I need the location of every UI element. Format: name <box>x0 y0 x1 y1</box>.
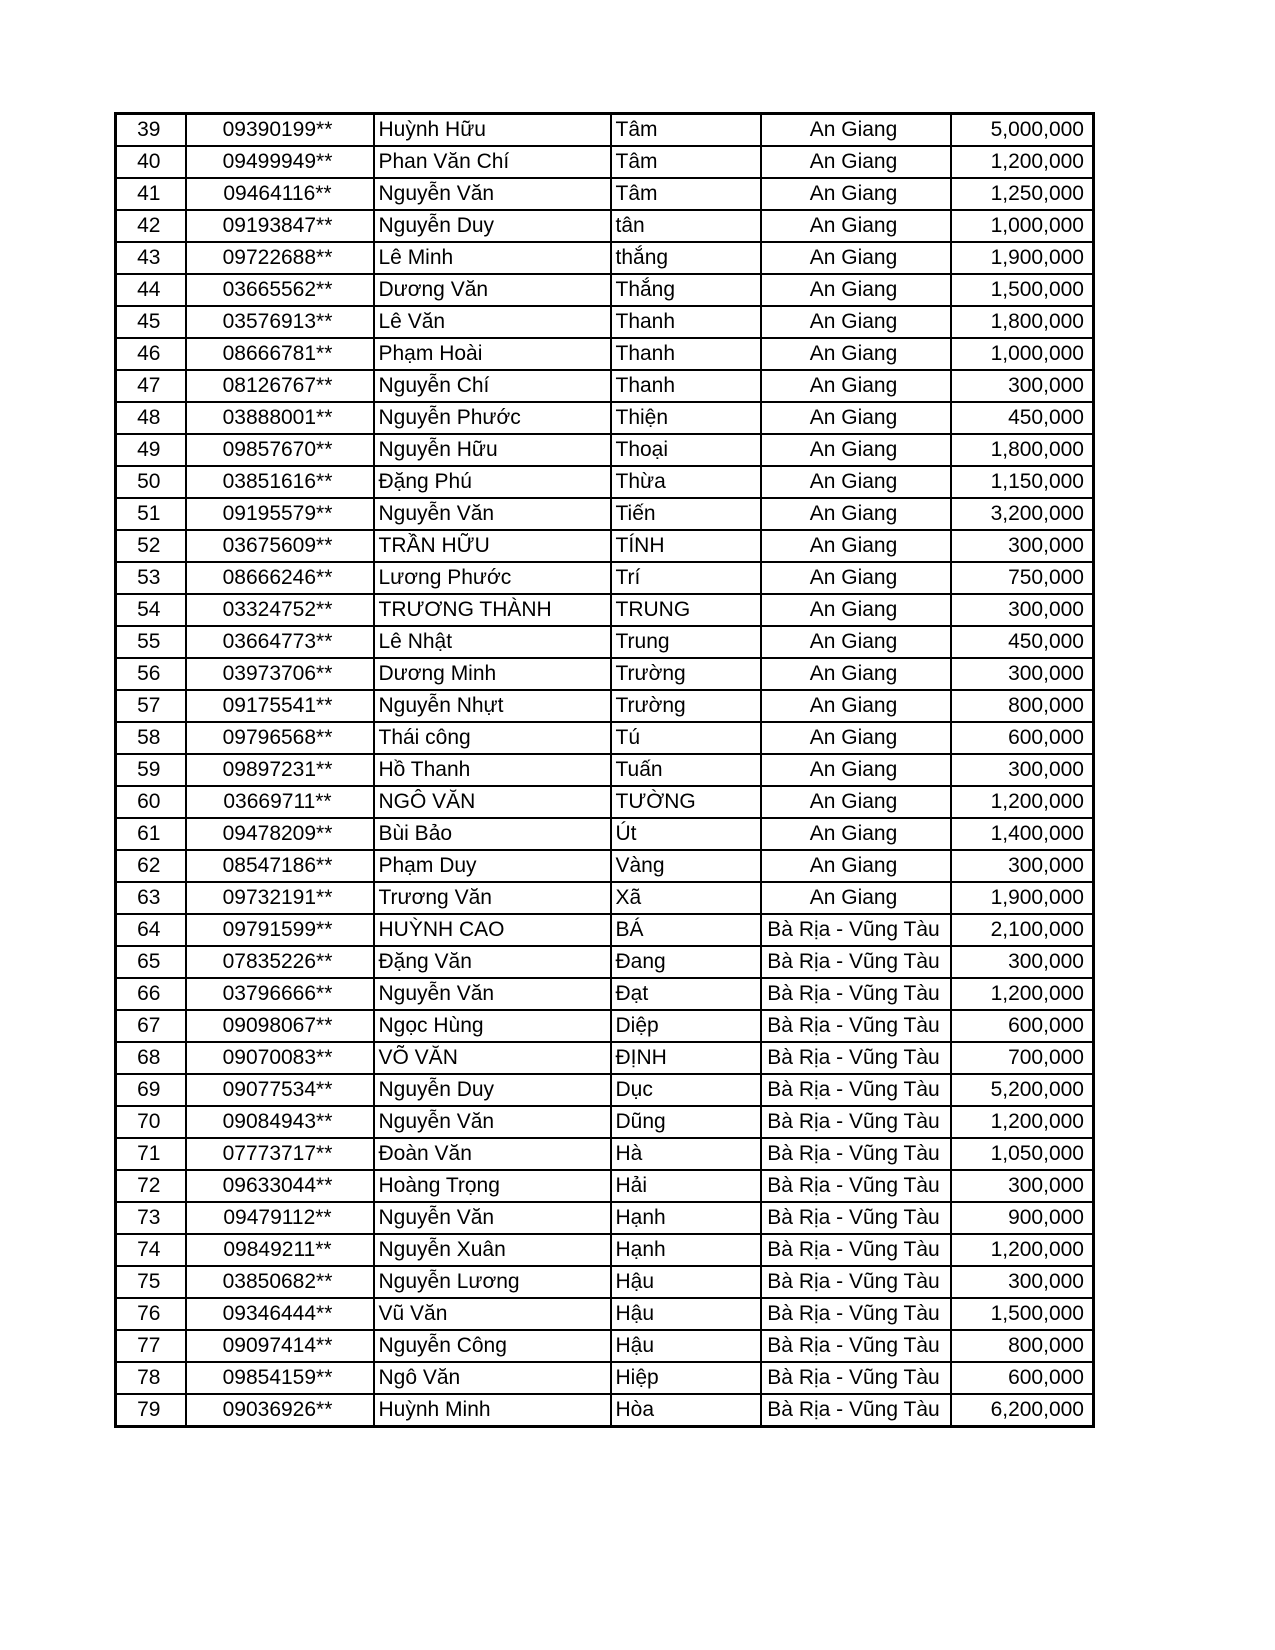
row-number-cell: 70 <box>116 1106 186 1138</box>
row-number-cell: 75 <box>116 1266 186 1298</box>
row-number-cell: 73 <box>116 1202 186 1234</box>
surname-cell: Phạm Duy <box>374 850 611 882</box>
table-row <box>116 914 1094 946</box>
row-number-cell: 47 <box>116 370 186 402</box>
amount-cell: 1,200,000 <box>951 1106 1094 1138</box>
surname-cell: Đặng Văn <box>374 946 611 978</box>
province-cell: Bà Rịa - Vũng Tàu <box>761 1234 951 1266</box>
table-row <box>116 562 1094 594</box>
row-number-cell: 57 <box>116 690 186 722</box>
given-name-cell: Hiệp <box>611 1362 761 1394</box>
phone-number-cell: 08666781** <box>186 338 374 370</box>
table-row <box>116 1266 1094 1298</box>
phone-number-cell: 09478209** <box>186 818 374 850</box>
table-row <box>116 946 1094 978</box>
surname-cell: Dương Văn <box>374 274 611 306</box>
amount-cell: 1,800,000 <box>951 434 1094 466</box>
row-number-cell: 69 <box>116 1074 186 1106</box>
surname-cell: Đặng Phú <box>374 466 611 498</box>
amount-cell: 1,250,000 <box>951 178 1094 210</box>
amount-cell: 750,000 <box>951 562 1094 594</box>
surname-cell: Lê Văn <box>374 306 611 338</box>
table-row <box>116 978 1094 1010</box>
phone-number-cell: 09070083** <box>186 1042 374 1074</box>
phone-number-cell: 03675609** <box>186 530 374 562</box>
surname-cell: TRẦN HỮU <box>374 530 611 562</box>
phone-number-cell: 09796568** <box>186 722 374 754</box>
phone-number-cell: 09499949** <box>186 146 374 178</box>
given-name-cell: Đạt <box>611 978 761 1010</box>
table-row <box>116 146 1094 178</box>
amount-cell: 600,000 <box>951 1362 1094 1394</box>
surname-cell: Nguyễn Duy <box>374 1074 611 1106</box>
row-number-cell: 67 <box>116 1010 186 1042</box>
given-name-cell: Dũng <box>611 1106 761 1138</box>
given-name-cell: TƯỜNG <box>611 786 761 818</box>
given-name-cell: Hải <box>611 1170 761 1202</box>
surname-cell: Nguyễn Văn <box>374 978 611 1010</box>
phone-number-cell: 09633044** <box>186 1170 374 1202</box>
surname-cell: VÕ VĂN <box>374 1042 611 1074</box>
phone-number-cell: 09193847** <box>186 210 374 242</box>
surname-cell: Lê Minh <box>374 242 611 274</box>
given-name-cell: Dục <box>611 1074 761 1106</box>
phone-number-cell: 09084943** <box>186 1106 374 1138</box>
surname-cell: Hoàng Trọng <box>374 1170 611 1202</box>
given-name-cell: Vàng <box>611 850 761 882</box>
row-number-cell: 72 <box>116 1170 186 1202</box>
province-cell: Bà Rịa - Vũng Tàu <box>761 1042 951 1074</box>
surname-cell: Huỳnh Minh <box>374 1394 611 1427</box>
given-name-cell: thắng <box>611 242 761 274</box>
province-cell: An Giang <box>761 530 951 562</box>
surname-cell: Trương Văn <box>374 882 611 914</box>
province-cell: An Giang <box>761 626 951 658</box>
province-cell: An Giang <box>761 786 951 818</box>
amount-cell: 300,000 <box>951 594 1094 626</box>
given-name-cell: Trường <box>611 690 761 722</box>
phone-number-cell: 03669711** <box>186 786 374 818</box>
province-cell: An Giang <box>761 210 951 242</box>
phone-number-cell: 03850682** <box>186 1266 374 1298</box>
given-name-cell: Thanh <box>611 338 761 370</box>
table-row <box>116 178 1094 210</box>
table-row <box>116 818 1094 850</box>
given-name-cell: tân <box>611 210 761 242</box>
row-number-cell: 46 <box>116 338 186 370</box>
row-number-cell: 76 <box>116 1298 186 1330</box>
given-name-cell: Hậu <box>611 1266 761 1298</box>
given-name-cell: Tâm <box>611 114 761 147</box>
row-number-cell: 78 <box>116 1362 186 1394</box>
amount-cell: 300,000 <box>951 754 1094 786</box>
phone-number-cell: 03973706** <box>186 658 374 690</box>
given-name-cell: TÍNH <box>611 530 761 562</box>
amount-cell: 1,500,000 <box>951 274 1094 306</box>
table-row <box>116 1330 1094 1362</box>
phone-number-cell: 09390199** <box>186 114 374 147</box>
surname-cell: Huỳnh Hữu <box>374 114 611 147</box>
province-cell: An Giang <box>761 722 951 754</box>
given-name-cell: Thừa <box>611 466 761 498</box>
recipient-table <box>114 112 1095 1428</box>
amount-cell: 1,000,000 <box>951 338 1094 370</box>
province-cell: Bà Rịa - Vũng Tàu <box>761 978 951 1010</box>
phone-number-cell: 03324752** <box>186 594 374 626</box>
row-number-cell: 51 <box>116 498 186 530</box>
province-cell: An Giang <box>761 690 951 722</box>
given-name-cell: Út <box>611 818 761 850</box>
given-name-cell: Thanh <box>611 306 761 338</box>
row-number-cell: 52 <box>116 530 186 562</box>
surname-cell: Nguyễn Chí <box>374 370 611 402</box>
row-number-cell: 49 <box>116 434 186 466</box>
surname-cell: Nguyễn Công <box>374 1330 611 1362</box>
table-row <box>116 594 1094 626</box>
amount-cell: 5,200,000 <box>951 1074 1094 1106</box>
province-cell: An Giang <box>761 850 951 882</box>
phone-number-cell: 08666246** <box>186 562 374 594</box>
given-name-cell: Tú <box>611 722 761 754</box>
phone-number-cell: 03664773** <box>186 626 374 658</box>
row-number-cell: 68 <box>116 1042 186 1074</box>
phone-number-cell: 09097414** <box>186 1330 374 1362</box>
amount-cell: 300,000 <box>951 658 1094 690</box>
phone-number-cell: 08547186** <box>186 850 374 882</box>
amount-cell: 1,500,000 <box>951 1298 1094 1330</box>
province-cell: An Giang <box>761 434 951 466</box>
province-cell: An Giang <box>761 338 951 370</box>
amount-cell: 300,000 <box>951 1170 1094 1202</box>
province-cell: Bà Rịa - Vũng Tàu <box>761 1106 951 1138</box>
surname-cell: Nguyễn Hữu <box>374 434 611 466</box>
table-row <box>116 1362 1094 1394</box>
given-name-cell: Thoại <box>611 434 761 466</box>
row-number-cell: 59 <box>116 754 186 786</box>
surname-cell: Đoàn Văn <box>374 1138 611 1170</box>
province-cell: An Giang <box>761 402 951 434</box>
table-row <box>116 1170 1094 1202</box>
surname-cell: Nguyễn Nhựt <box>374 690 611 722</box>
given-name-cell: Tuấn <box>611 754 761 786</box>
table-row <box>116 210 1094 242</box>
phone-number-cell: 09732191** <box>186 882 374 914</box>
phone-number-cell: 03576913** <box>186 306 374 338</box>
given-name-cell: Tiến <box>611 498 761 530</box>
given-name-cell: Tâm <box>611 178 761 210</box>
amount-cell: 450,000 <box>951 402 1094 434</box>
row-number-cell: 61 <box>116 818 186 850</box>
amount-cell: 300,000 <box>951 530 1094 562</box>
surname-cell: Vũ Văn <box>374 1298 611 1330</box>
surname-cell: Bùi Bảo <box>374 818 611 850</box>
surname-cell: Dương Minh <box>374 658 611 690</box>
province-cell: Bà Rịa - Vũng Tàu <box>761 1394 951 1427</box>
amount-cell: 1,900,000 <box>951 242 1094 274</box>
surname-cell: Nguyễn Xuân <box>374 1234 611 1266</box>
surname-cell: Hồ Thanh <box>374 754 611 786</box>
phone-number-cell: 08126767** <box>186 370 374 402</box>
province-cell: An Giang <box>761 594 951 626</box>
phone-number-cell: 03851616** <box>186 466 374 498</box>
phone-number-cell: 09854159** <box>186 1362 374 1394</box>
table-row <box>116 402 1094 434</box>
phone-number-cell: 03665562** <box>186 274 374 306</box>
row-number-cell: 66 <box>116 978 186 1010</box>
row-number-cell: 74 <box>116 1234 186 1266</box>
row-number-cell: 56 <box>116 658 186 690</box>
surname-cell: Nguyễn Duy <box>374 210 611 242</box>
row-number-cell: 62 <box>116 850 186 882</box>
phone-number-cell: 09791599** <box>186 914 374 946</box>
table-row <box>116 1234 1094 1266</box>
table-row <box>116 274 1094 306</box>
given-name-cell: Hòa <box>611 1394 761 1427</box>
amount-cell: 1,200,000 <box>951 786 1094 818</box>
amount-cell: 2,100,000 <box>951 914 1094 946</box>
province-cell: An Giang <box>761 178 951 210</box>
amount-cell: 1,800,000 <box>951 306 1094 338</box>
province-cell: An Giang <box>761 146 951 178</box>
phone-number-cell: 09195579** <box>186 498 374 530</box>
row-number-cell: 39 <box>116 114 186 147</box>
province-cell: Bà Rịa - Vũng Tàu <box>761 1202 951 1234</box>
surname-cell: Phan Văn Chí <box>374 146 611 178</box>
surname-cell: TRƯƠNG THÀNH <box>374 594 611 626</box>
table-row <box>116 1394 1094 1427</box>
amount-cell: 1,000,000 <box>951 210 1094 242</box>
phone-number-cell: 03796666** <box>186 978 374 1010</box>
table-row <box>116 626 1094 658</box>
given-name-cell: Thiện <box>611 402 761 434</box>
province-cell: Bà Rịa - Vũng Tàu <box>761 946 951 978</box>
table-row <box>116 338 1094 370</box>
amount-cell: 800,000 <box>951 690 1094 722</box>
table-row <box>116 1010 1094 1042</box>
province-cell: Bà Rịa - Vũng Tàu <box>761 1298 951 1330</box>
province-cell: An Giang <box>761 466 951 498</box>
row-number-cell: 53 <box>116 562 186 594</box>
phone-number-cell: 09857670** <box>186 434 374 466</box>
table-row <box>116 1106 1094 1138</box>
given-name-cell: Thắng <box>611 274 761 306</box>
surname-cell: Lê Nhật <box>374 626 611 658</box>
row-number-cell: 40 <box>116 146 186 178</box>
amount-cell: 600,000 <box>951 1010 1094 1042</box>
surname-cell: Thái công <box>374 722 611 754</box>
table-row <box>116 1138 1094 1170</box>
table-row <box>116 722 1094 754</box>
amount-cell: 5,000,000 <box>951 114 1094 147</box>
row-number-cell: 60 <box>116 786 186 818</box>
surname-cell: Nguyễn Văn <box>374 178 611 210</box>
province-cell: Bà Rịa - Vũng Tàu <box>761 1074 951 1106</box>
row-number-cell: 44 <box>116 274 186 306</box>
phone-number-cell: 09722688** <box>186 242 374 274</box>
table-row <box>116 658 1094 690</box>
province-cell: Bà Rịa - Vũng Tàu <box>761 1266 951 1298</box>
given-name-cell: Hạnh <box>611 1202 761 1234</box>
province-cell: An Giang <box>761 658 951 690</box>
phone-number-cell: 09897231** <box>186 754 374 786</box>
surname-cell: Ngọc Hùng <box>374 1010 611 1042</box>
province-cell: An Giang <box>761 370 951 402</box>
table-row <box>116 114 1094 147</box>
amount-cell: 600,000 <box>951 722 1094 754</box>
province-cell: An Giang <box>761 562 951 594</box>
amount-cell: 3,200,000 <box>951 498 1094 530</box>
surname-cell: Nguyễn Văn <box>374 1202 611 1234</box>
given-name-cell: Hậu <box>611 1298 761 1330</box>
surname-cell: HUỲNH CAO <box>374 914 611 946</box>
table-row <box>116 370 1094 402</box>
phone-number-cell: 07773717** <box>186 1138 374 1170</box>
surname-cell: Nguyễn Lương <box>374 1266 611 1298</box>
given-name-cell: ĐỊNH <box>611 1042 761 1074</box>
phone-number-cell: 09036926** <box>186 1394 374 1427</box>
table-row <box>116 306 1094 338</box>
table-row <box>116 882 1094 914</box>
surname-cell: Phạm Hoài <box>374 338 611 370</box>
surname-cell: Nguyễn Phước <box>374 402 611 434</box>
province-cell: Bà Rịa - Vũng Tàu <box>761 1010 951 1042</box>
row-number-cell: 71 <box>116 1138 186 1170</box>
province-cell: Bà Rịa - Vũng Tàu <box>761 1170 951 1202</box>
amount-cell: 300,000 <box>951 850 1094 882</box>
given-name-cell: Diệp <box>611 1010 761 1042</box>
amount-cell: 450,000 <box>951 626 1094 658</box>
row-number-cell: 55 <box>116 626 186 658</box>
given-name-cell: Trí <box>611 562 761 594</box>
row-number-cell: 48 <box>116 402 186 434</box>
surname-cell: Nguyễn Văn <box>374 1106 611 1138</box>
table-row <box>116 530 1094 562</box>
given-name-cell: Đang <box>611 946 761 978</box>
row-number-cell: 65 <box>116 946 186 978</box>
table-row <box>116 786 1094 818</box>
row-number-cell: 79 <box>116 1394 186 1427</box>
province-cell: An Giang <box>761 818 951 850</box>
row-number-cell: 77 <box>116 1330 186 1362</box>
row-number-cell: 50 <box>116 466 186 498</box>
amount-cell: 300,000 <box>951 946 1094 978</box>
row-number-cell: 45 <box>116 306 186 338</box>
province-cell: Bà Rịa - Vũng Tàu <box>761 1362 951 1394</box>
table-row <box>116 1298 1094 1330</box>
province-cell: An Giang <box>761 306 951 338</box>
amount-cell: 1,400,000 <box>951 818 1094 850</box>
phone-number-cell: 09479112** <box>186 1202 374 1234</box>
table-row <box>116 754 1094 786</box>
table-row <box>116 466 1094 498</box>
amount-cell: 1,150,000 <box>951 466 1094 498</box>
given-name-cell: Xã <box>611 882 761 914</box>
given-name-cell: Hạnh <box>611 1234 761 1266</box>
phone-number-cell: 09175541** <box>186 690 374 722</box>
amount-cell: 1,200,000 <box>951 1234 1094 1266</box>
province-cell: An Giang <box>761 114 951 147</box>
given-name-cell: TRUNG <box>611 594 761 626</box>
row-number-cell: 58 <box>116 722 186 754</box>
province-cell: An Giang <box>761 498 951 530</box>
province-cell: An Giang <box>761 754 951 786</box>
given-name-cell: Thanh <box>611 370 761 402</box>
amount-cell: 900,000 <box>951 1202 1094 1234</box>
table-row <box>116 1202 1094 1234</box>
phone-number-cell: 09077534** <box>186 1074 374 1106</box>
row-number-cell: 64 <box>116 914 186 946</box>
amount-cell: 300,000 <box>951 1266 1094 1298</box>
surname-cell: Lương Phước <box>374 562 611 594</box>
amount-cell: 700,000 <box>951 1042 1094 1074</box>
row-number-cell: 63 <box>116 882 186 914</box>
phone-number-cell: 07835226** <box>186 946 374 978</box>
amount-cell: 800,000 <box>951 1330 1094 1362</box>
amount-cell: 6,200,000 <box>951 1394 1094 1427</box>
given-name-cell: Trường <box>611 658 761 690</box>
row-number-cell: 54 <box>116 594 186 626</box>
table-body <box>116 114 1094 1427</box>
given-name-cell: Trung <box>611 626 761 658</box>
province-cell: Bà Rịa - Vũng Tàu <box>761 1138 951 1170</box>
surname-cell: Ngô Văn <box>374 1362 611 1394</box>
surname-cell: Nguyễn Văn <box>374 498 611 530</box>
phone-number-cell: 09346444** <box>186 1298 374 1330</box>
row-number-cell: 42 <box>116 210 186 242</box>
phone-number-cell: 09464116** <box>186 178 374 210</box>
table-row <box>116 498 1094 530</box>
surname-cell: NGÔ VĂN <box>374 786 611 818</box>
given-name-cell: Hậu <box>611 1330 761 1362</box>
amount-cell: 300,000 <box>951 370 1094 402</box>
table-row <box>116 690 1094 722</box>
given-name-cell: Hà <box>611 1138 761 1170</box>
province-cell: An Giang <box>761 242 951 274</box>
given-name-cell: Tâm <box>611 146 761 178</box>
amount-cell: 1,200,000 <box>951 146 1094 178</box>
phone-number-cell: 09098067** <box>186 1010 374 1042</box>
amount-cell: 1,050,000 <box>951 1138 1094 1170</box>
phone-number-cell: 03888001** <box>186 402 374 434</box>
phone-number-cell: 09849211** <box>186 1234 374 1266</box>
row-number-cell: 43 <box>116 242 186 274</box>
table-row <box>116 1042 1094 1074</box>
amount-cell: 1,900,000 <box>951 882 1094 914</box>
table-row <box>116 850 1094 882</box>
province-cell: Bà Rịa - Vũng Tàu <box>761 914 951 946</box>
row-number-cell: 41 <box>116 178 186 210</box>
table-row <box>116 1074 1094 1106</box>
amount-cell: 1,200,000 <box>951 978 1094 1010</box>
province-cell: An Giang <box>761 882 951 914</box>
province-cell: Bà Rịa - Vũng Tàu <box>761 1330 951 1362</box>
table-row <box>116 242 1094 274</box>
province-cell: An Giang <box>761 274 951 306</box>
given-name-cell: BÁ <box>611 914 761 946</box>
table-row <box>116 434 1094 466</box>
